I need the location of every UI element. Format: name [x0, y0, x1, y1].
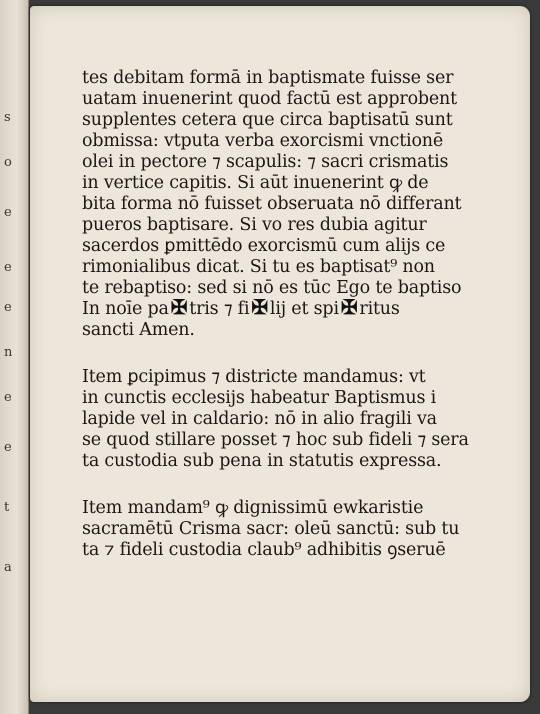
text-line	[82, 236, 446, 257]
text-line	[82, 152, 449, 173]
text-line	[82, 110, 453, 131]
text-segment: tes debitam formā in baptismate fuisse ser	[82, 68, 454, 88]
text-segment: In noīe pa	[82, 299, 169, 319]
text-segment: rimonialibus dicat. Si tu es baptisat⁹ non	[82, 257, 435, 277]
text-segment: obmissa: vtputa verba exorcismi vnctionē	[82, 131, 444, 151]
text-segment: sacramētū Crisma sacr: oleū sanctū: sub tu	[82, 519, 460, 539]
facing-page-fragment: a	[4, 560, 12, 575]
text-line	[82, 320, 442, 341]
text-segment: Item mandam⁹ ꝙ dignissimū ewkaristie	[82, 498, 424, 518]
facing-page-fragment: t	[4, 500, 10, 515]
cross-symbol: ✠	[340, 295, 358, 319]
paragraph	[82, 498, 460, 561]
text-segment: bita forma nō fuisset obseruata nō differant	[82, 194, 462, 214]
text-line	[82, 194, 462, 215]
facing-page-fragment: e	[4, 390, 12, 405]
text-line	[82, 131, 442, 152]
text-segment: tris ⁊ fi	[189, 299, 250, 319]
text-line	[82, 409, 442, 430]
text-segment: ta custodia sub pena in statutis expressa.	[82, 451, 442, 471]
text-line	[82, 451, 442, 472]
facing-page-fragment: e	[4, 300, 12, 315]
facing-page-fragment: s	[4, 110, 11, 125]
text-segment: pueros baptisare. Si vo res dubia agitur	[82, 215, 427, 235]
text-line	[82, 68, 454, 89]
text-line	[82, 540, 446, 561]
text-segment: te rebaptiso: sed si nō es tūc Ego te baptiso	[82, 278, 462, 298]
text-segment: se quod stillare posset ⁊ hoc sub fideli ⁊ sera	[82, 430, 469, 450]
text-segment: ta ⁊ fideli custodia claub⁹ adhibitis ꝯseruē	[82, 540, 446, 560]
text-line	[82, 519, 460, 540]
facing-page-fragment: e	[4, 440, 12, 455]
text-segment: lapide vel in caldario: nō in alio fragili va	[82, 409, 437, 429]
text-segment: sancti Amen.	[82, 320, 195, 340]
book-page	[30, 6, 530, 702]
text-line	[82, 173, 442, 194]
paragraph	[82, 68, 462, 341]
text-segment: in cunctis ecclesijs habeatur Baptismus i	[82, 388, 437, 408]
text-segment: Item ꝑcipimus ⁊ districte mandamus: vt	[82, 367, 426, 387]
page-text	[82, 68, 469, 587]
facing-page-fragment: o	[4, 155, 12, 170]
text-segment: olei in pectore ⁊ scapulis: ⁊ sacri crismatis	[82, 152, 449, 172]
text-segment: ritus	[359, 299, 400, 319]
cross-symbol: ✠	[170, 295, 188, 319]
text-line	[82, 498, 442, 519]
facing-page-fragment: e	[4, 260, 12, 275]
text-line	[82, 388, 442, 409]
text-line	[82, 89, 457, 110]
text-segment: sacerdos ꝑmittēdo exorcismū cum alijs ce	[82, 236, 446, 256]
text-segment: in vertice capitis. Si aūt inuenerint ꝙ de	[82, 173, 429, 193]
text-segment: uatam inuenerint quod factū est approbent	[82, 89, 457, 109]
text-line	[82, 367, 442, 388]
paragraph	[82, 367, 469, 472]
text-line	[82, 295, 442, 320]
text-line	[82, 215, 442, 236]
facing-page-edge	[0, 0, 29, 714]
text-line	[82, 257, 442, 278]
text-segment: supplentes cetera que circa baptisatū sunt	[82, 110, 453, 130]
text-line	[82, 430, 469, 451]
facing-page-fragment: e	[4, 205, 12, 220]
cross-symbol: ✠	[251, 295, 268, 319]
facing-page-fragment: n	[4, 345, 13, 360]
text-segment: lij et spi	[269, 299, 339, 319]
